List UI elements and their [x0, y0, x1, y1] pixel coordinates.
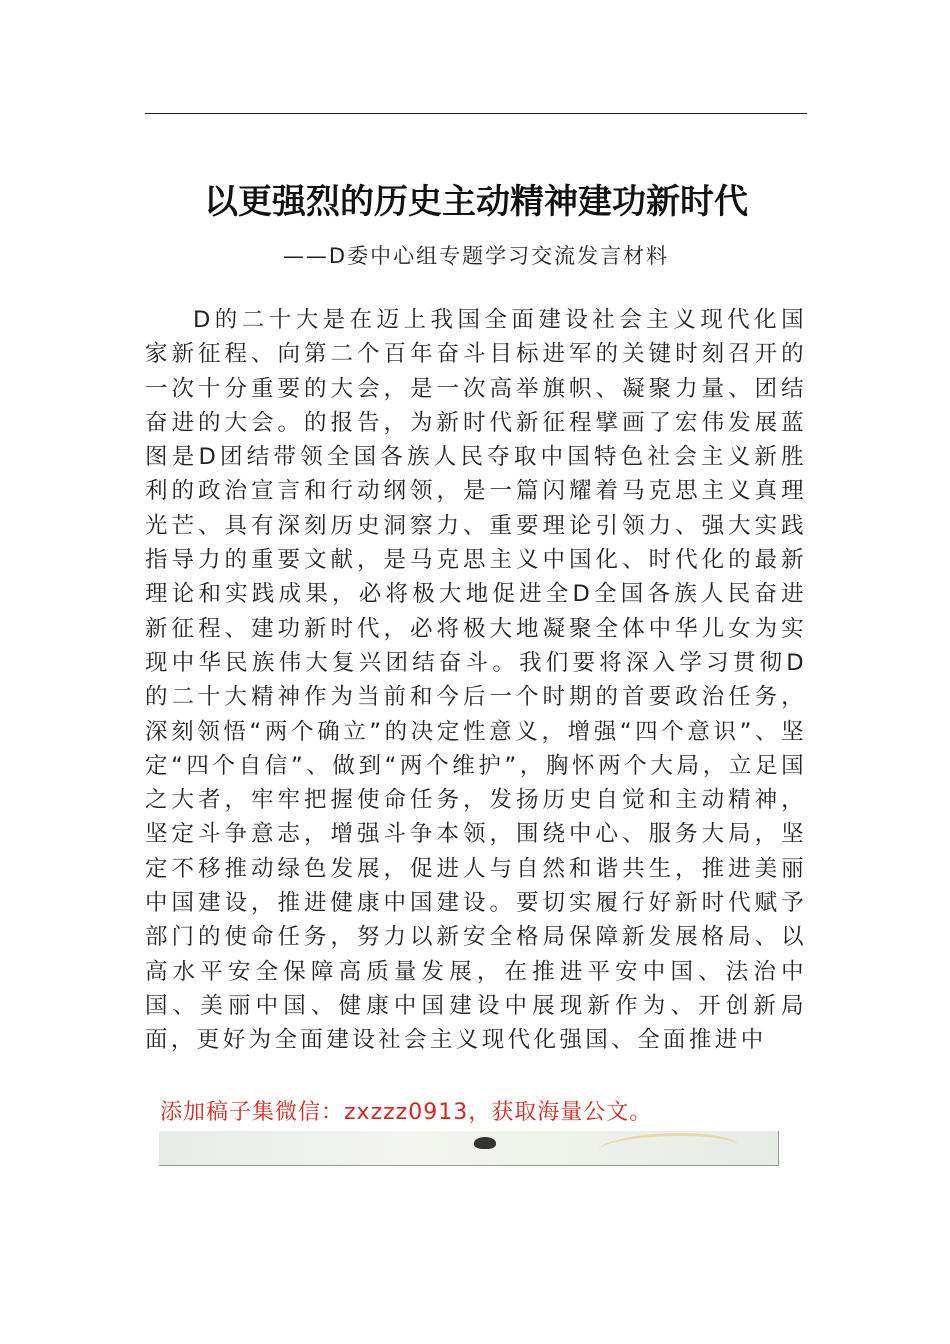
document-title: 以更强烈的历史主动精神建功新时代: [204, 182, 748, 222]
header-rule: [145, 113, 807, 114]
wave-decoration: [598, 1133, 738, 1164]
decorative-banner-image: [159, 1131, 779, 1166]
promo-text: 添加稿子集微信：zxzzz0913，获取海量公文。: [160, 1100, 653, 1125]
body-paragraph: D的二十大是在迈上我国全面建设社会主义现代化国家新征程、向第二个百年奋斗目标进军的关键时刻召开的一次十分重要的大会，是一次高举旗帜、凝聚力量、团结奋进的大会。的报告，为新时代新征程擘画了宏伟发展蓝图是D团结带领全国各族人民夺取中国特色社会主义新胜利的政治宣言和行动纲领，是一篇闪耀着马克思主义真理光芒、具有深刻历史洞察力、重要理论引领力、强大实践指导力的重要文献，是马克思主义中国化、时代化的最新理论和实践成果，必将极大地促进全D全国各族人民奋进新征程、建功新时代，必将极大地凝聚全体中华儿女为实现中华民族伟大复兴团结奋斗。我们要将深入学习贯彻D的二十大精神作为当前和今后一个时期的首要政治任务，深刻领悟“两个确立”的决定性意义，增强“四个意识”、坚定“四个自信”、做到“两个维护”，胸怀两个大局，立足国之大者，牢牢把握使命任务，发扬历史自觉和主动精神，坚定斗争意志，增强斗争本领，围绕中心、服务大局，坚定不移推动绿色发展，促进人与自然和谐共生，推进美丽中国建设，推进健康中国建设。要切实履行好新时代赋予部门的使命任务，努力以新安全格局保障新发展格局、以高水平安全保障高质量发展，在推进平安中国、法治中国、美丽中国、健康中国建设中展现新作为、开创新局面，更好为全面建设社会主义现代化强国、全面推进中: [145, 307, 807, 1054]
bird-icon: [474, 1137, 496, 1149]
document-subtitle: ——D委中心组专题学习交流发言材料: [282, 244, 670, 268]
